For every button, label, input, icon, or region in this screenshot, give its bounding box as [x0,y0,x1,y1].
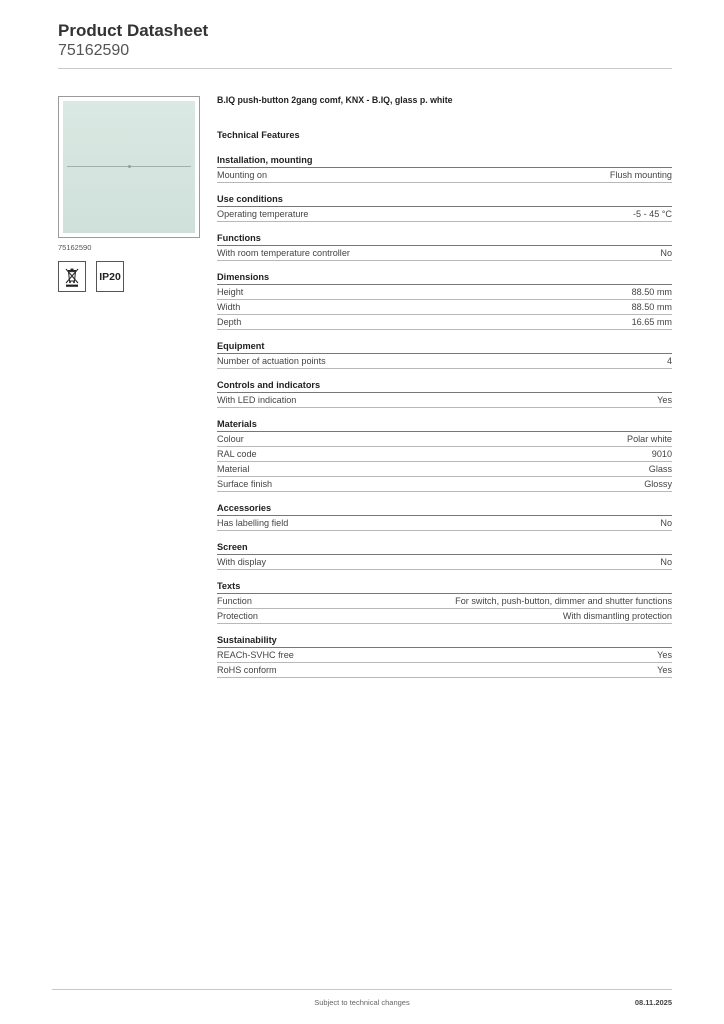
feature-row [217,609,672,624]
feature-row [217,648,672,663]
document-header [58,20,672,60]
feature-label: Height [217,287,244,297]
feature-group [217,418,672,492]
group-title: Equipment [217,340,672,354]
feature-value: 88.50 mm [631,302,672,312]
feature-label: Number of actuation points [217,356,326,366]
group-title: Materials [217,418,672,432]
group-title: Dimensions [217,271,672,285]
feature-value: With dismantling protection [562,611,672,621]
feature-group [217,340,672,369]
feature-row [217,285,672,300]
led-indicator-dot [128,165,131,168]
group-title: Screen [217,541,672,555]
feature-group [217,154,672,183]
feature-label: Mounting on [217,170,268,180]
feature-group [217,502,672,531]
feature-row [217,300,672,315]
technical-features-heading: Technical Features [217,130,300,140]
feature-value: 9010 [651,449,672,459]
feature-label: RAL code [217,449,257,459]
group-title: Controls and indicators [217,379,672,393]
feature-value: 88.50 mm [631,287,672,297]
feature-label: Protection [217,611,258,621]
feature-groups [217,154,672,678]
feature-label: Colour [217,434,244,444]
feature-value: Polar white [627,434,672,444]
feature-row [217,315,672,330]
header-divider [58,68,672,69]
group-title: Texts [217,580,672,594]
feature-row [217,246,672,261]
feature-label: With LED indication [217,395,297,405]
feature-row [217,393,672,408]
feature-row [217,594,672,609]
footer-note: Subject to technical changes [314,998,410,1007]
feature-group [217,271,672,330]
footer-date: 08.11.2025 [634,998,672,1007]
feature-value: No [660,557,672,567]
product-image [58,96,200,238]
feature-label: With display [217,557,267,567]
feature-group [217,193,672,222]
feature-row [217,663,672,678]
footer-divider [52,989,672,990]
feature-group [217,379,672,408]
feature-label: Surface finish [217,479,273,489]
feature-label: Material [217,464,250,474]
product-name: B.IQ push-button 2gang comf, KNX - B.IQ, glass p. white [217,95,453,105]
feature-value: 4 [666,356,672,366]
product-glass-panel [63,101,195,233]
feature-value: For switch, push-button, dimmer and shutter functions [455,596,672,606]
image-caption: 75162590 [58,243,92,252]
feature-row [217,207,672,222]
feature-group [217,541,672,570]
feature-row [217,432,672,447]
feature-group [217,232,672,261]
group-title: Installation, mounting [217,154,672,168]
product-number: 75162590 [58,42,130,59]
feature-label: Width [217,302,241,312]
feature-value: Glossy [644,479,672,489]
feature-label: RoHS conform [217,665,277,675]
ip20-badge: IP20 [96,261,124,292]
feature-label: Depth [217,317,242,327]
group-title: Functions [217,232,672,246]
page-title: Product Datasheet [58,21,209,40]
feature-row [217,168,672,183]
feature-row [217,354,672,369]
feature-value: Yes [657,665,672,675]
feature-value: 16.65 mm [631,317,672,327]
feature-label: Function [217,596,252,606]
feature-row [217,462,672,477]
feature-group [217,580,672,624]
feature-label: Has labelling field [217,518,289,528]
feature-label: Operating temperature [217,209,309,219]
feature-value: Yes [657,395,672,405]
feature-value: Glass [648,464,672,474]
feature-row [217,477,672,492]
group-title: Sustainability [217,634,672,648]
feature-value: No [660,518,672,528]
feature-value: No [660,248,672,258]
feature-value: -5 - 45 °C [632,209,672,219]
technical-content [217,94,672,688]
feature-group [217,634,672,678]
feature-row [217,555,672,570]
weee-crossed-bin-icon [58,261,86,292]
feature-row [217,447,672,462]
feature-label: With room temperature controller [217,248,350,258]
feature-value: Yes [657,650,672,660]
group-title: Accessories [217,502,672,516]
feature-label: REACh-SVHC free [217,650,294,660]
feature-value: Flush mounting [609,170,672,180]
feature-row [217,516,672,531]
group-title: Use conditions [217,193,672,207]
